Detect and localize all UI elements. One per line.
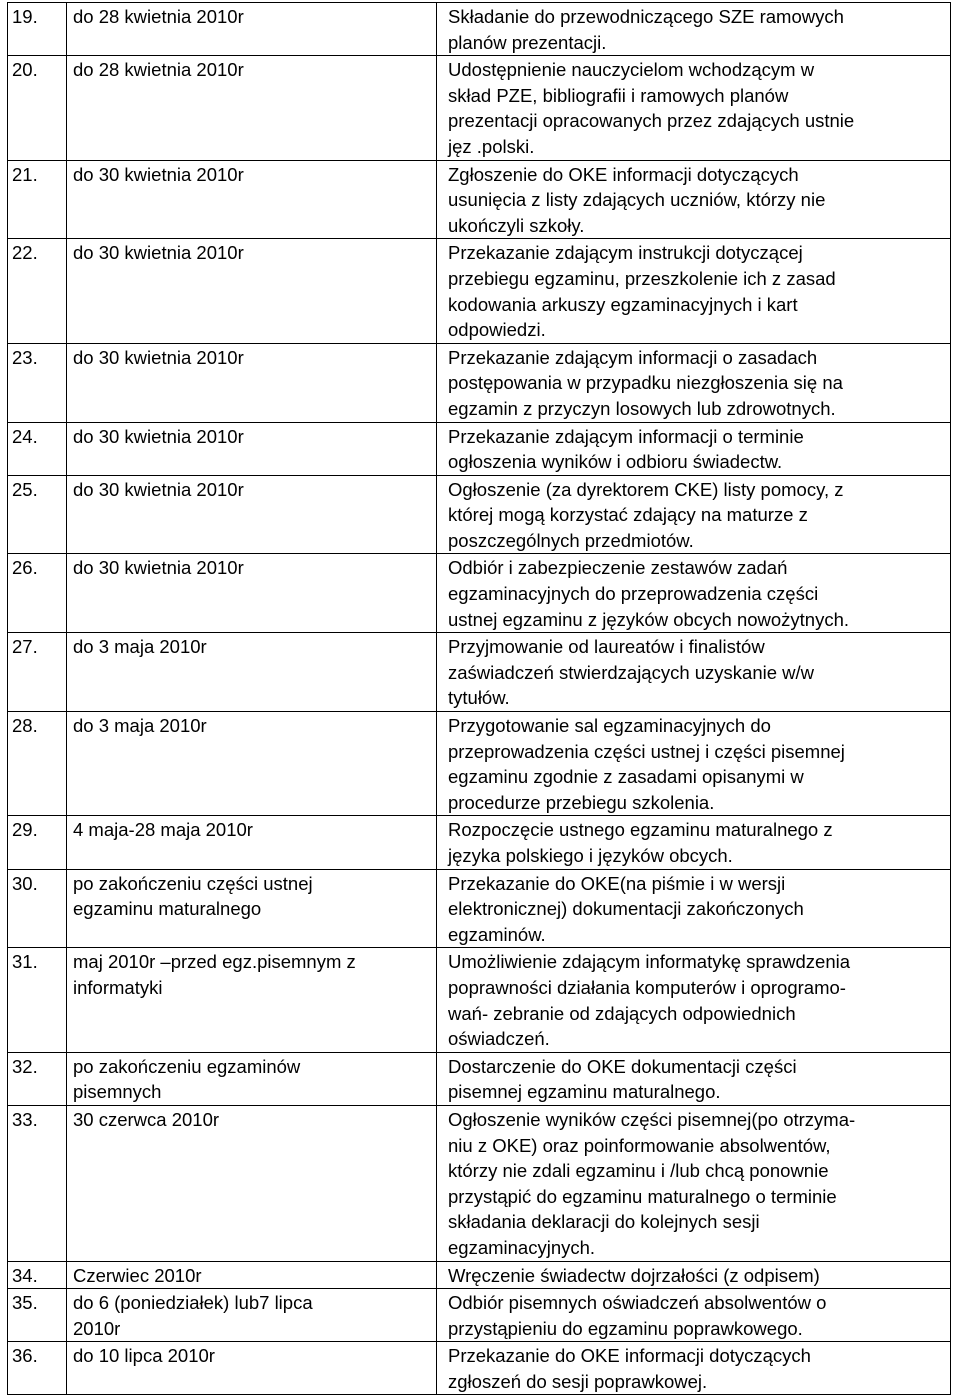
task-text: pisemnej egzaminu maturalnego. bbox=[448, 1081, 721, 1103]
task-text: Przygotowanie sal egzaminacyjnych do bbox=[448, 715, 771, 737]
deadline-text: do 6 (poniedziałek) lub7 lipca bbox=[73, 1292, 313, 1314]
deadline-text: informatyki bbox=[73, 976, 163, 998]
task-text: egzaminów. bbox=[448, 923, 546, 945]
row-number: 29. bbox=[12, 819, 38, 841]
deadline-text: maj 2010r –przed egz.pisemnym z bbox=[73, 951, 356, 973]
row-number-cell bbox=[8, 3, 67, 56]
row-number: 30. bbox=[12, 872, 38, 894]
row-number-cell bbox=[8, 239, 67, 343]
task-text: której mogą korzystać zdający na maturze z bbox=[448, 504, 808, 526]
row-number-cell bbox=[8, 1105, 67, 1261]
deadline-text: do 28 kwietnia 2010r bbox=[73, 6, 244, 27]
task-text: Odbiór pisemnych oświadczeń absolwentów o bbox=[448, 1292, 827, 1314]
row-number-cell bbox=[8, 1261, 67, 1289]
schedule-table-body bbox=[8, 3, 951, 1395]
task-text: przystąpieniu do egzaminu poprawkowego. bbox=[448, 1317, 803, 1339]
task-text: ogłoszenia wyników i odbioru świadectw. bbox=[448, 451, 783, 473]
deadline-cell bbox=[67, 343, 437, 422]
table-row bbox=[8, 816, 951, 869]
task-text: którzy nie zdali egzaminu i /lub chcą ponownie bbox=[448, 1160, 829, 1182]
deadline-text: do 30 kwietnia 2010r bbox=[73, 557, 244, 579]
table-row bbox=[8, 475, 951, 554]
row-number-cell bbox=[8, 1289, 67, 1342]
task-text: egzamin z przyczyn losowych lub zdrowotnych. bbox=[448, 397, 836, 419]
deadline-cell bbox=[67, 160, 437, 239]
row-number: 36. bbox=[12, 1345, 38, 1367]
task-text: Zgłoszenie do OKE informacji dotyczących bbox=[448, 163, 799, 185]
table-row bbox=[8, 422, 951, 475]
deadline-text: do 30 kwietnia 2010r bbox=[73, 346, 244, 368]
task-cell bbox=[437, 160, 951, 239]
task-cell bbox=[437, 633, 951, 712]
task-cell bbox=[437, 56, 951, 160]
task-text: przeprowadzenia części ustnej i części pisemnej bbox=[448, 740, 845, 762]
row-number-cell bbox=[8, 343, 67, 422]
row-number: 22. bbox=[12, 242, 38, 264]
table-row bbox=[8, 56, 951, 160]
row-number: 34. bbox=[12, 1264, 38, 1286]
task-text: Udostępnienie nauczycielom wchodzącym w bbox=[448, 59, 815, 81]
task-text: Przekazanie zdającym informacji o terminie bbox=[448, 425, 804, 447]
row-number: 35. bbox=[12, 1292, 38, 1314]
task-text: procedurze przebiegu szkolenia. bbox=[448, 791, 715, 813]
table-row bbox=[8, 1342, 951, 1395]
task-cell bbox=[437, 3, 951, 56]
deadline-text: 4 maja-28 maja 2010r bbox=[73, 819, 253, 841]
task-text: Przekazanie do OKE(na piśmie i w wersji bbox=[448, 872, 786, 894]
deadline-text: po zakończeniu części ustnej bbox=[73, 872, 313, 894]
table-row bbox=[8, 3, 951, 56]
task-text: Wręczenie świadectw dojrzałości (z odpisem) bbox=[448, 1264, 820, 1286]
deadline-cell bbox=[67, 554, 437, 633]
task-text: Przyjmowanie od laureatów i finalistów bbox=[448, 636, 765, 658]
task-text: zgłoszeń do sesji poprawkowej. bbox=[448, 1370, 708, 1392]
row-number: 26. bbox=[12, 557, 38, 579]
deadline-cell bbox=[67, 1261, 437, 1289]
table-row bbox=[8, 948, 951, 1052]
table-row bbox=[8, 633, 951, 712]
deadline-cell bbox=[67, 1105, 437, 1261]
deadline-text: do 3 maja 2010r bbox=[73, 636, 207, 658]
row-number: 27. bbox=[12, 636, 38, 658]
deadline-text: do 30 kwietnia 2010r bbox=[73, 242, 244, 264]
task-text: Przekazanie zdającym informacji o zasadach bbox=[448, 346, 818, 368]
task-text: egzaminacyjnych do przeprowadzenia części bbox=[448, 583, 819, 605]
task-text: postępowania w przypadku niezgłoszenia się na bbox=[448, 372, 843, 394]
deadline-cell bbox=[67, 1342, 437, 1395]
deadline-text: pisemnych bbox=[73, 1081, 162, 1103]
task-text: poszczególnych przedmiotów. bbox=[448, 529, 694, 551]
deadline-cell bbox=[67, 56, 437, 160]
table-row bbox=[8, 1105, 951, 1261]
row-number: 25. bbox=[12, 478, 38, 500]
task-text: oświadczeń. bbox=[448, 1028, 550, 1050]
deadline-text: do 30 kwietnia 2010r bbox=[73, 478, 244, 500]
task-cell bbox=[437, 475, 951, 554]
row-number: 20. bbox=[12, 59, 38, 81]
task-cell bbox=[437, 554, 951, 633]
task-cell bbox=[437, 869, 951, 948]
deadline-text: Czerwiec 2010r bbox=[73, 1264, 202, 1286]
task-text: ustnej egzaminu z języków obcych nowożytnych. bbox=[448, 608, 850, 630]
task-text: niu z OKE) oraz poinformowanie absolwentów, bbox=[448, 1134, 831, 1156]
row-number-cell bbox=[8, 1342, 67, 1395]
row-number: 19. bbox=[12, 6, 38, 27]
task-text: języka polskiego i języków obcych. bbox=[448, 845, 733, 866]
task-text: Przekazanie do OKE informacji dotyczących bbox=[448, 1345, 811, 1367]
row-number: 28. bbox=[12, 715, 38, 737]
task-cell bbox=[437, 1342, 951, 1395]
task-text: Odbiór i zabezpieczenie zestawów zadań bbox=[448, 557, 788, 579]
row-number: 31. bbox=[12, 951, 38, 973]
task-text: składania deklaracji do kolejnych sesji bbox=[448, 1211, 760, 1233]
row-number-cell bbox=[8, 160, 67, 239]
row-number-cell bbox=[8, 816, 67, 869]
task-cell bbox=[437, 343, 951, 422]
deadline-text: do 3 maja 2010r bbox=[73, 715, 207, 737]
task-text: skład PZE, bibliografii i ramowych planów bbox=[448, 84, 789, 106]
task-text: egzaminacyjnych. bbox=[448, 1236, 596, 1258]
task-cell bbox=[437, 239, 951, 343]
table-row bbox=[8, 160, 951, 239]
task-text: Umożliwienie zdającym informatykę sprawdzenia bbox=[448, 951, 851, 973]
deadline-cell bbox=[67, 3, 437, 56]
row-number: 33. bbox=[12, 1108, 38, 1130]
row-number-cell bbox=[8, 1052, 67, 1105]
row-number-cell bbox=[8, 422, 67, 475]
task-text: Przekazanie zdającym instrukcji dotyczącej bbox=[448, 242, 803, 264]
task-text: planów prezentacji. bbox=[448, 31, 607, 53]
deadline-cell bbox=[67, 239, 437, 343]
deadline-text: do 30 kwietnia 2010r bbox=[73, 425, 244, 447]
task-text: elektronicznej) dokumentacji zakończonych bbox=[448, 898, 804, 920]
deadline-cell bbox=[67, 1289, 437, 1342]
table-row bbox=[8, 712, 951, 816]
row-number: 23. bbox=[12, 346, 38, 368]
row-number-cell bbox=[8, 475, 67, 554]
row-number: 32. bbox=[12, 1055, 38, 1077]
table-row bbox=[8, 343, 951, 422]
task-cell bbox=[437, 422, 951, 475]
deadline-cell bbox=[67, 633, 437, 712]
task-text: Ogłoszenie (za dyrektorem CKE) listy pomocy, z bbox=[448, 478, 844, 500]
task-cell bbox=[437, 1289, 951, 1342]
task-cell bbox=[437, 1052, 951, 1105]
table-row bbox=[8, 869, 951, 948]
task-text: Dostarczenie do OKE dokumentacji części bbox=[448, 1055, 797, 1077]
task-text: przebiegu egzaminu, przeszkolenie ich z zasad bbox=[448, 267, 836, 289]
row-number-cell bbox=[8, 554, 67, 633]
row-number: 24. bbox=[12, 425, 38, 447]
deadline-text: do 10 lipca 2010r bbox=[73, 1345, 215, 1367]
table-row bbox=[8, 1289, 951, 1342]
row-number-cell bbox=[8, 948, 67, 1052]
table-row bbox=[8, 239, 951, 343]
row-number-cell bbox=[8, 633, 67, 712]
deadline-cell bbox=[67, 816, 437, 869]
row-number-cell bbox=[8, 712, 67, 816]
row-number-cell bbox=[8, 56, 67, 160]
deadline-cell bbox=[67, 475, 437, 554]
task-text: jęz .polski. bbox=[448, 135, 535, 157]
deadline-cell bbox=[67, 1052, 437, 1105]
task-text: zaświadczeń stwierdzających uzyskanie w/w bbox=[448, 661, 815, 683]
deadline-cell bbox=[67, 422, 437, 475]
task-cell bbox=[437, 1105, 951, 1261]
deadline-text: egzaminu maturalnego bbox=[73, 898, 262, 920]
task-text: Rozpoczęcie ustnego egzaminu maturalnego z bbox=[448, 819, 833, 841]
task-text: Składanie do przewodniczącego SZE ramowych bbox=[448, 6, 844, 27]
table-row bbox=[8, 1261, 951, 1289]
task-text: egzaminu zgodnie z zasadami opisanymi w bbox=[448, 766, 804, 788]
deadline-text: do 28 kwietnia 2010r bbox=[73, 59, 244, 81]
task-text: poprawności działania komputerów i oprogramo- bbox=[448, 976, 846, 998]
task-text: tytułów. bbox=[448, 687, 510, 709]
task-text: usunięcia z listy zdających uczniów, którzy nie bbox=[448, 189, 826, 211]
schedule-table bbox=[7, 2, 951, 1395]
row-number: 21. bbox=[12, 163, 38, 185]
deadline-text: 30 czerwca 2010r bbox=[73, 1108, 220, 1130]
deadline-text: po zakończeniu egzaminów bbox=[73, 1055, 301, 1077]
task-text: wań- zebranie od zdających odpowiednich bbox=[448, 1002, 796, 1024]
task-text: Ogłoszenie wyników części pisemnej(po otrzyma- bbox=[448, 1108, 856, 1130]
deadline-cell bbox=[67, 712, 437, 816]
task-cell bbox=[437, 1261, 951, 1289]
task-text: ukończyli szkoły. bbox=[448, 214, 585, 236]
task-cell bbox=[437, 712, 951, 816]
task-text: kodowania arkuszy egzaminacyjnych i kart bbox=[448, 293, 798, 315]
task-cell bbox=[437, 948, 951, 1052]
deadline-text: 2010r bbox=[73, 1317, 121, 1339]
deadline-text: do 30 kwietnia 2010r bbox=[73, 163, 244, 185]
table-row bbox=[8, 1052, 951, 1105]
table-row bbox=[8, 554, 951, 633]
task-text: odpowiedzi. bbox=[448, 319, 546, 341]
deadline-cell bbox=[67, 869, 437, 948]
task-text: prezentacji opracowanych przez zdających ustnie bbox=[448, 110, 855, 132]
task-text: przystąpić do egzaminu maturalnego o terminie bbox=[448, 1185, 837, 1207]
row-number-cell bbox=[8, 869, 67, 948]
deadline-cell bbox=[67, 948, 437, 1052]
task-cell bbox=[437, 816, 951, 869]
